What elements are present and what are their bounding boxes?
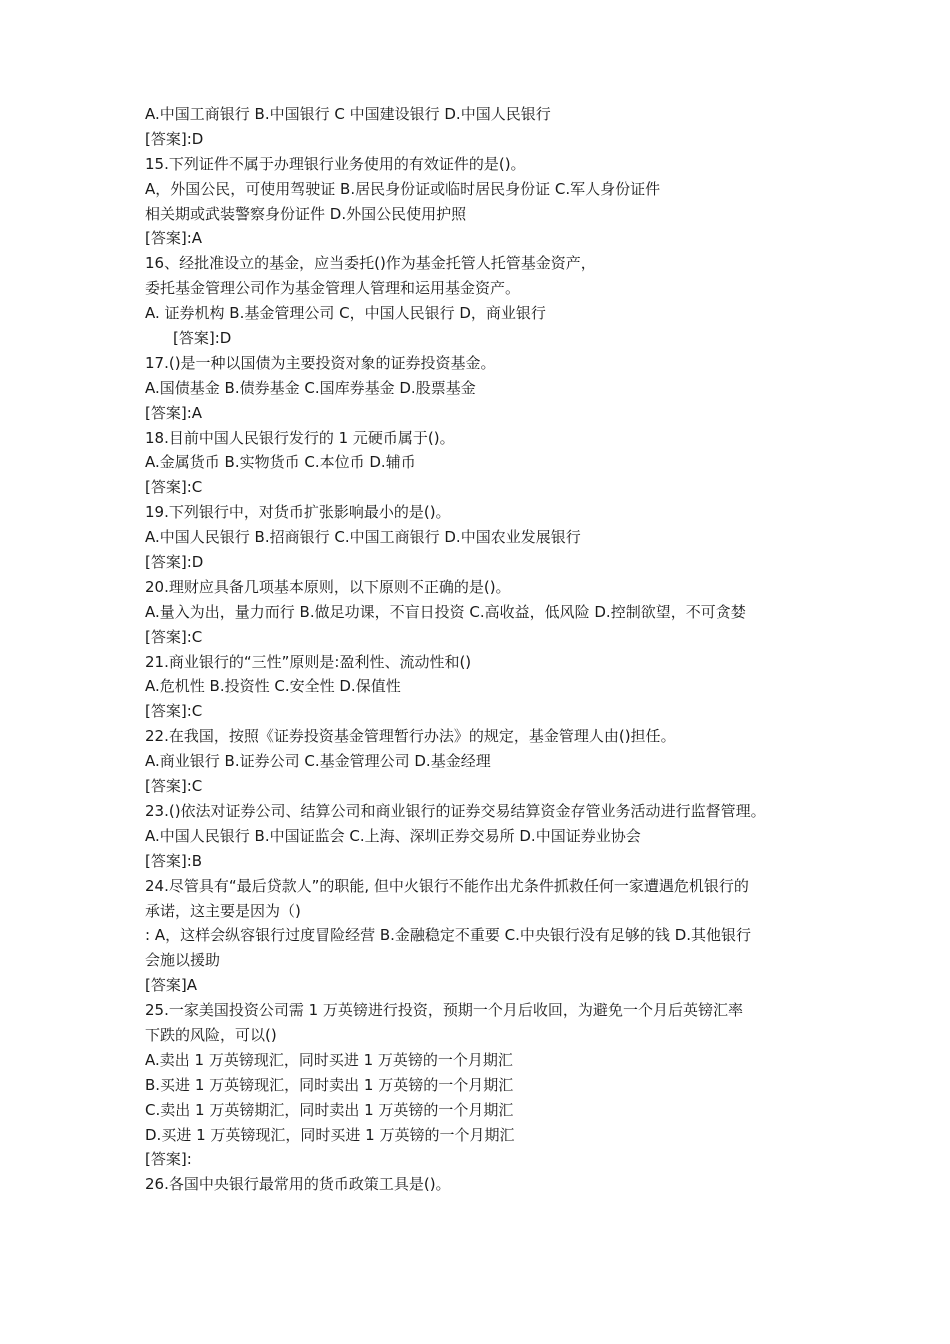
question-23: 23.()依法对证券公司、结算公司和商业银行的证券交易结算资金存管业务活动进行监督管理。 — [145, 801, 766, 820]
option-line: D.买进 1 万英镑现汇，同时买进 1 万英镑的一个月期汇 — [145, 1125, 515, 1144]
answer-line: [答案]A — [145, 976, 197, 995]
question-15: 15.下列证件不属于办理银行业务使用的有效证件的是()。 — [145, 154, 526, 173]
question-18: 18.目前中国人民银行发行的 1 元硬币属于()。 — [145, 428, 455, 447]
option-line: : A，这样会纵容银行过度冒险经营 B.金融稳定不重要 C.中央银行没有足够的钱 D.其他银行 — [145, 926, 752, 945]
option-line: A.危机性 B.投资性 C.安全性 D.保值性 — [145, 677, 401, 696]
option-line: A.商业银行 B.证券公司 C.基金管理公司 D.基金经理 — [145, 752, 491, 771]
question-line: 委托基金管理公司作为基金管理人管理和运用基金资产。 — [145, 279, 521, 298]
answer-line: [答案]:A — [145, 229, 203, 248]
option-line: A.量入为出，量力而行 B.做足功课，不盲日投资 C.高收益，低风险 D.控制欲望，不可贪婪 — [145, 602, 746, 621]
answer-line: [答案]:C — [145, 777, 203, 796]
option-line: A.国债基金 B.债券基金 C.国库券基金 D.股票基金 — [145, 378, 476, 397]
option-line: A.中国人民银行 B.中国证监会 C.上海、深圳正券交易所 D.中国证券业协会 — [145, 826, 641, 845]
option-line: A. 证券机构 B.基金管理公司 C，中国人民银行 D，商业银行 — [145, 304, 546, 323]
question-line: 下跌的风险，可以() — [145, 1025, 277, 1044]
question-22: 22.在我国，按照《证券投资基金管理暂行办法》的规定，基金管理人由()担任。 — [145, 727, 676, 746]
answer-line: [答案]:C — [145, 627, 203, 646]
option-line: B.买进 1 万英镑现汇，同时卖出 1 万英镑的一个月期汇 — [145, 1075, 514, 1094]
document-body — [145, 102, 835, 1197]
question-24: 24.尽管具有“最后贷款人”的职能, 但中火银行不能作出尤条件抓救任何一家遭遇危机银行的 — [145, 876, 749, 895]
answer-line: [答案]:B — [145, 851, 203, 870]
question-26: 26.各国中央银行最常用的货币政策工具是()。 — [145, 1175, 451, 1194]
option-line: A.卖出 1 万英镑现汇，同时买进 1 万英镑的一个月期汇 — [145, 1050, 513, 1069]
answer-line: [答案]:D — [145, 129, 204, 148]
answer-line: [答案]:C — [145, 702, 203, 721]
option-line: 相关期或武装警察身份证件 D.外国公民使用护照 — [145, 204, 467, 223]
question-19: 19.下列银行中，对货币扩张影响最小的是()。 — [145, 503, 451, 522]
question-17: 17.()是一种以国债为主要投资对象的证券投资基金。 — [145, 353, 496, 372]
answer-line: [答案]: — [145, 1150, 192, 1169]
option-line: 会施以援助 — [145, 951, 221, 970]
option-line: A.金属货币 B.实物货币 C.本位币 D.辅币 — [145, 453, 416, 472]
option-line: C.卖出 1 万英镑期汇，同时卖出 1 万英镑的一个月期汇 — [145, 1100, 514, 1119]
question-line: 承诺，这主要是因为（) — [145, 901, 301, 920]
option-line: A.中国人民银行 B.招商银行 C.中国工商银行 D.中国农业发展银行 — [145, 528, 581, 547]
question-16: 16、经批准设立的基金，应当委托()作为基金托管人托管基金资产， — [145, 254, 596, 273]
question-20: 20.理财应具备几项基本原则，以下原则不正确的是()。 — [145, 577, 511, 596]
answer-line: [答案]:C — [145, 478, 203, 497]
option-line: A，外国公民，可使用驾驶证 B.居民身份证或临时居民身份证 C.军人身份证件 — [145, 179, 661, 198]
answer-line: [答案]:A — [145, 403, 203, 422]
answer-line: [答案]:D — [145, 553, 204, 572]
question-21: 21.商业银行的“三性”原则是:盈利性、流动性和() — [145, 652, 472, 671]
option-line: A.中国工商银行 B.中国银行 C 中国建设银行 D.中国人民银行 — [145, 105, 551, 123]
answer-line: [答案]:D — [173, 329, 232, 348]
question-25: 25.一家美国投资公司需 1 万英镑进行投资，预期一个月后收回，为避免一个月后英镑汇率 — [145, 1001, 743, 1020]
